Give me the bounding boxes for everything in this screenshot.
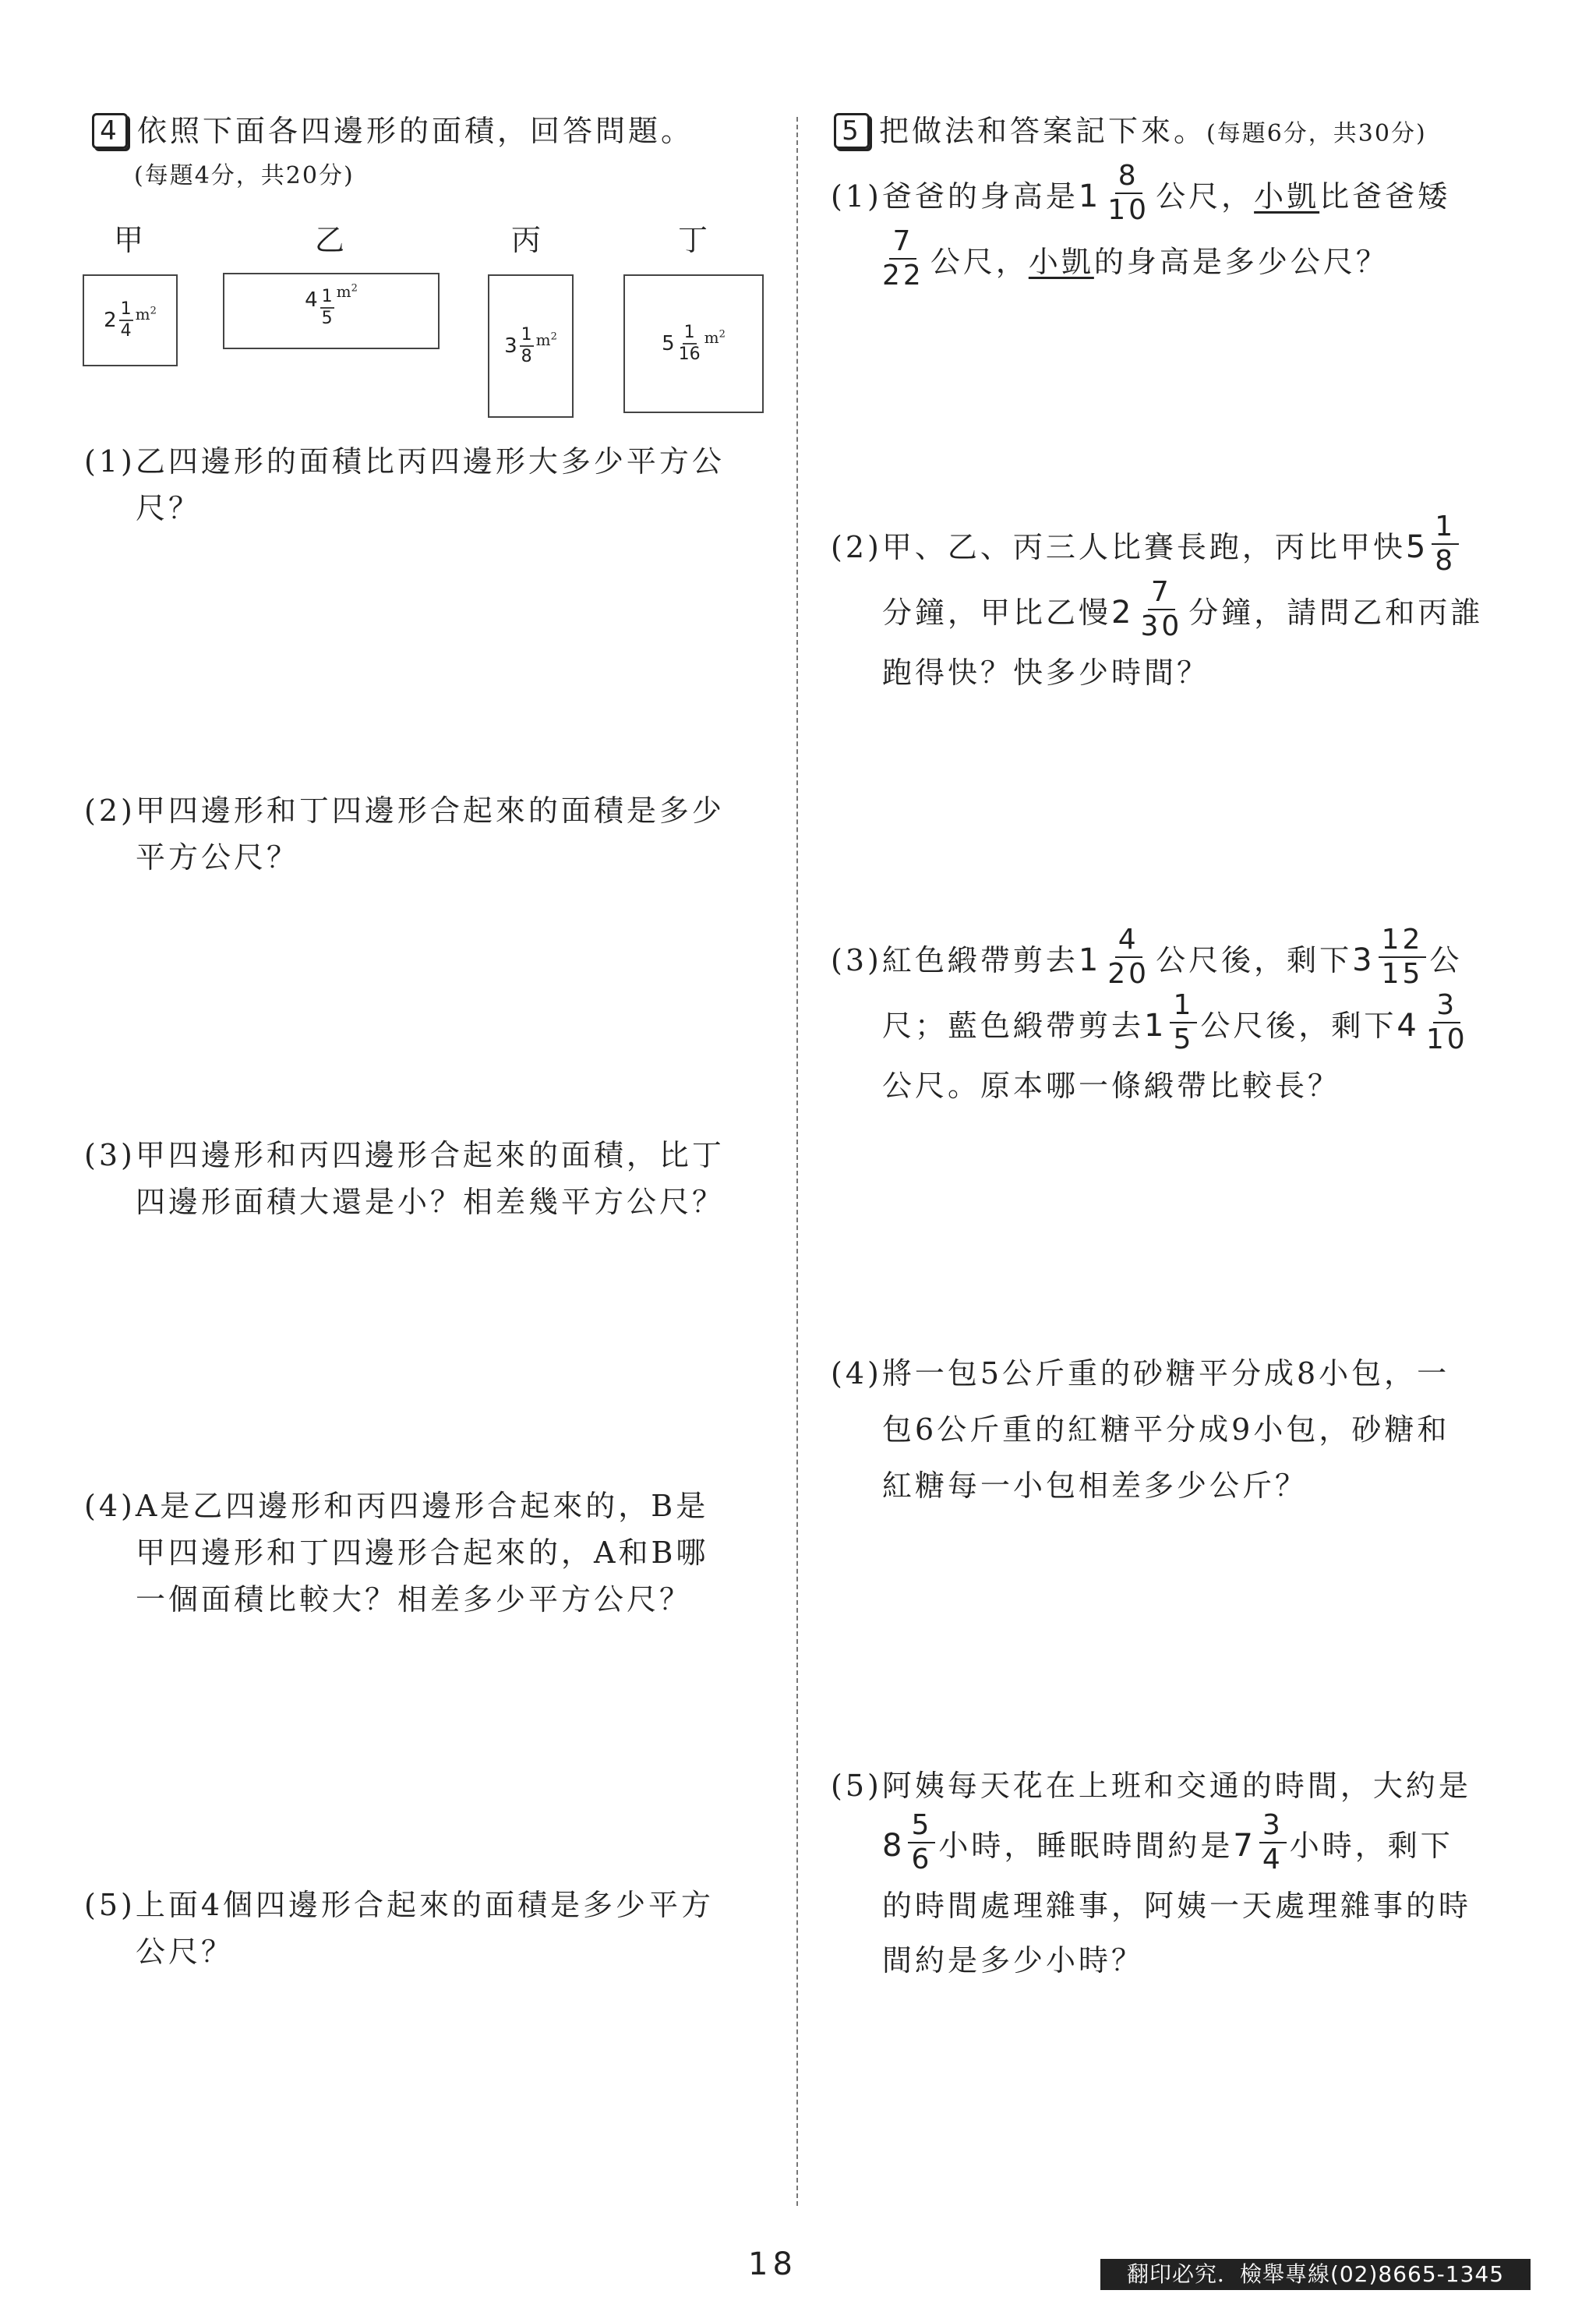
s4-question-4: (4)A是乙四邊形和丙四邊形合起來的，B是 甲四邊形和丁四邊形合起來的，A和B哪 一個面積比較大？相差多少平方公尺？ bbox=[84, 1489, 709, 1617]
s5-question-2: (2)甲、乙、丙三人比賽長跑，丙比甲快 5 $\frac{1}{8}$ 分鐘，甲比乙慢 2 $\frac{7}{30}$ 分鐘，請問乙和丙誰 跑得快？快多少時間？ bbox=[831, 511, 1484, 690]
shape-label-jia: 甲 bbox=[114, 223, 147, 257]
page-number: 18 bbox=[748, 2246, 797, 2282]
quadrilateral-jia: 2 1 4 $m^2$ bbox=[83, 274, 178, 366]
quadrilateral-bing: 3 1 8 $m^2$ bbox=[488, 274, 574, 418]
section4-heading bbox=[92, 108, 694, 154]
s4-question-1: (1)乙四邊形的面積比丙四邊形大多少平方公 尺？ bbox=[84, 444, 725, 525]
section4-scoring: (每題4分，共20分) bbox=[134, 162, 355, 189]
shape-label-ding: 丁 bbox=[678, 223, 711, 257]
s5-question-5: (5)阿姨每天花在上班和交通的時間，大約是 8 $\frac{5}{6}$ 小時，睡眠時間約是 7 $\frac{3}{4}$ 小時，剩下 的時間處理雜事，阿姨一天處理雜事的時 間約是多少小時？ bbox=[831, 1769, 1472, 1977]
s5-question-3: (3)紅色緞帶剪去 1 $\frac{4}{20}$ 公尺後，剩下 3 $\frac{12}{15}$ 公 尺；藍色緞帶剪去 1 $\frac{1}{5}$ 公尺後，剩下 4 $\frac{3}{10}$ 公尺。原本哪一條緞帶比較長？ bbox=[831, 924, 1468, 1103]
section5-heading bbox=[834, 108, 1427, 157]
name-xiaokai: 小凱 bbox=[1254, 179, 1320, 214]
quadrilateral-ding: 5 1 16 $m^2$ bbox=[623, 274, 764, 413]
s4-question-5: (5)上面4個四邊形合起來的面積是多少平方 公尺？ bbox=[84, 1888, 715, 1969]
section4-number: 4 bbox=[92, 113, 128, 149]
section4-title: 依照下面各四邊形的面積，回答問題。 bbox=[137, 114, 694, 148]
s5-question-4: (4)將一包5公斤重的砂糖平分成8小包，一 包6公斤重的紅糖平分成9小包，砂糖和 紅糖每一小包相差多少公斤？ bbox=[831, 1356, 1450, 1503]
s5-question-1: (1)爸爸的身高是 1 $\frac{8}{10}$ 公尺， 小凱 比爸爸矮 $\frac{7}{22}$ 公尺， 小凱 的身高是多少公尺？ bbox=[831, 160, 1451, 292]
shape-label-yi: 乙 bbox=[315, 223, 348, 257]
copyright-notice: 翻印必究．檢舉專線(02)8665-1345 bbox=[1100, 2259, 1531, 2290]
section5-scoring: (每題6分，共30分) bbox=[1206, 120, 1427, 147]
shape-label-bing: 丙 bbox=[511, 223, 545, 257]
name-xiaokai: 小凱 bbox=[1028, 245, 1094, 279]
s4-question-3: (3)甲四邊形和丙四邊形合起來的面積，比丁 四邊形面積大還是小？相差幾平方公尺？ bbox=[84, 1138, 726, 1219]
s4-question-2: (2)甲四邊形和丁四邊形合起來的面積是多少 平方公尺？ bbox=[84, 793, 725, 875]
section5-title: 把做法和答案記下來。 bbox=[879, 114, 1207, 148]
section5-number: 5 bbox=[834, 113, 870, 149]
quadrilateral-yi: 4 1 5 $m^2$ bbox=[223, 273, 440, 349]
column-divider bbox=[796, 117, 798, 2206]
